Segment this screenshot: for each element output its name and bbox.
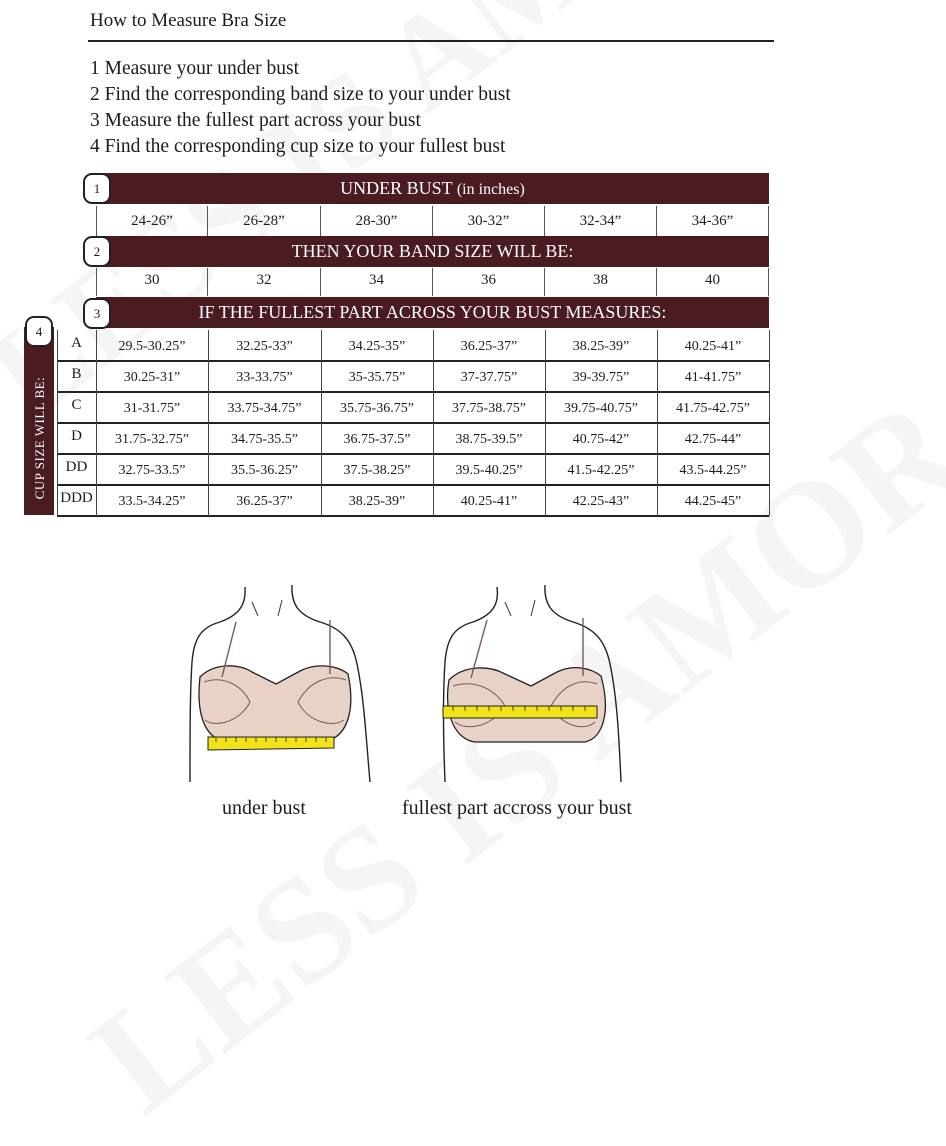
under-bust-unit: (in inches) [456, 181, 525, 198]
step-number-1: 1 [83, 173, 111, 204]
cup-label: DD [65, 459, 88, 475]
under-bust-row [96, 206, 769, 236]
column-divider [657, 330, 658, 516]
step-number-3: 3 [83, 298, 111, 329]
fullest-part-label: IF THE FULLEST PART ACROSS YOUR BUST MEASURES: [198, 302, 667, 322]
cup-range-cell: 44.25-45” [684, 494, 742, 509]
band-size-cell-3: 34 [321, 268, 433, 296]
cup-range-cell: 32.75-33.5” [118, 463, 186, 478]
under-bust-cell-2: 26-28” [208, 206, 321, 236]
column-divider [769, 330, 770, 516]
band-size-row [96, 268, 769, 296]
band-size-header [96, 236, 769, 267]
under-bust-cell-3: 28-30” [321, 206, 433, 236]
cup-range-cell: 35.75-36.75” [340, 401, 414, 416]
band-size-cell-1: 30 [96, 268, 208, 296]
step-4: 4 Find the corresponding cup size to your fullest bust [90, 136, 506, 157]
cup-range-cell: 36.25-37” [236, 494, 293, 509]
under-bust-cell-4: 30-32” [433, 206, 545, 236]
cup-range-cell: 41.5-42.25” [567, 463, 635, 478]
column-divider [96, 330, 97, 516]
step-number-4: 4 [25, 316, 53, 347]
step-3: 3 Measure the fullest part across your bust [90, 110, 421, 131]
column-divider [545, 330, 546, 516]
cup-range-cell: 32.25-33” [236, 339, 293, 354]
step-1: 1 Measure your under bust [90, 58, 300, 79]
column-divider [433, 330, 434, 516]
under-bust-cell-1: 24-26” [96, 206, 208, 236]
title-divider [88, 40, 774, 42]
cup-range-cell: 31-31.75” [123, 401, 181, 416]
cup-range-cell: 33.5-34.25” [118, 494, 186, 509]
cup-range-cell: 39-39.75” [572, 370, 630, 385]
cup-range-cell: 38.75-39.5” [455, 432, 523, 447]
band-size-cell-6: 40 [657, 268, 769, 296]
cup-range-cell: 33-33.75” [236, 370, 293, 385]
band-size-cell-5: 38 [545, 268, 657, 296]
under-bust-cell-5: 32-34” [545, 206, 657, 236]
cup-range-cell: 33.75-34.75” [227, 401, 302, 416]
cup-range-cell: 42.25-43” [572, 494, 630, 509]
cup-range-cell: 40.25-41” [684, 339, 742, 354]
cup-range-cell: 35.5-36.25” [231, 463, 298, 478]
under-bust-header [96, 173, 769, 204]
cup-label: B [71, 366, 82, 382]
cup-label: A [71, 335, 82, 351]
cup-range-cell: 34.75-35.5” [231, 432, 298, 447]
cup-range-cell: 36.75-37.5” [343, 432, 411, 447]
fullest-part-caption: fullest part accross your bust [402, 797, 632, 819]
cup-range-cell: 39.5-40.25” [455, 463, 523, 478]
cup-range-cell: 31.75-32.75” [115, 432, 189, 447]
cup-size-label: CUP SIZE WILL BE: [32, 376, 47, 500]
under-bust-cell-6: 34-36” [657, 206, 769, 236]
row-divider [57, 515, 769, 517]
cup-range-cell: 39.75-40.75” [564, 401, 638, 416]
column-divider [208, 330, 209, 516]
cup-range-cell: 35-35.75” [348, 370, 406, 385]
cup-range-cell: 43.5-44.25” [679, 463, 747, 478]
cup-range-cell: 40.75-42” [572, 432, 630, 447]
cup-range-cell: 37.75-38.75” [452, 401, 526, 416]
fullest-part-illustration [435, 582, 635, 787]
cup-label: DDD [60, 490, 93, 506]
under-bust-label: UNDER BUST [340, 178, 453, 198]
cup-label: C [71, 397, 82, 413]
under-bust-caption: under bust [222, 797, 306, 819]
band-size-label: THEN YOUR BAND SIZE WILL BE: [291, 241, 574, 261]
cup-range-cell: 37-37.75” [460, 370, 518, 385]
column-divider [321, 330, 322, 516]
band-size-cell-2: 32 [208, 268, 321, 296]
cup-range-cell: 29.5-30.25” [118, 339, 186, 354]
column-divider [57, 330, 58, 516]
page-title: How to Measure Bra Size [90, 10, 287, 31]
cup-range-cell: 38.25-39” [572, 339, 630, 354]
fullest-part-header [96, 297, 769, 328]
cup-range-cell: 41.75-42.75” [676, 401, 750, 416]
band-size-cell-4: 36 [433, 268, 545, 296]
cup-range-cell: 40.25-41” [460, 494, 518, 509]
cup-label: D [71, 428, 82, 444]
cup-range-cell: 36.25-37” [460, 339, 518, 354]
cup-range-cell: 38.25-39” [348, 494, 406, 509]
instruction-list [90, 56, 511, 160]
cup-range-cell: 30.25-31” [123, 370, 181, 385]
cup-range-cell: 34.25-35” [348, 339, 406, 354]
step-number-2: 2 [83, 236, 111, 267]
cup-range-cell: 42.75-44” [684, 432, 742, 447]
under-bust-illustration [180, 582, 380, 787]
cup-range-cell: 37.5-38.25” [343, 463, 411, 478]
step-2: 2 Find the corresponding band size to your under bust [90, 84, 511, 105]
cup-range-cell: 41-41.75” [684, 370, 742, 385]
